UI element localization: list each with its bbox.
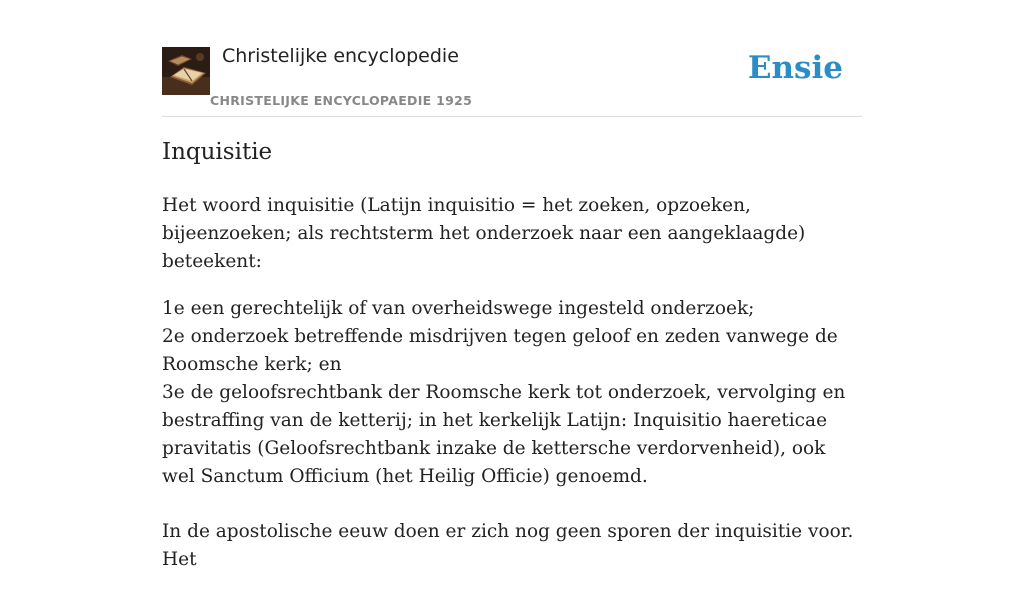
page-container [162, 0, 862, 570]
site-title-link[interactable]: Christelijke encyclopedie [222, 45, 459, 67]
ensie-logo-link[interactable]: Ensie [747, 50, 843, 86]
definition-item-1: 1e een gerechtelijk of van overheidswege ingesteld onderzoek; [162, 298, 755, 319]
article-paragraph: In de apostolische eeuw doen er zich nog geen sporen der inquisitie voor. Het [162, 521, 854, 570]
site-subtitle: CHRISTELIJKE ENCYCLOPAEDIE 1925 [210, 93, 473, 108]
article-title: Inquisitie [162, 139, 273, 165]
definition-item-2: 2e onderzoek betreffende misdrijven tegen geloof en zeden vanwege de Roomsche kerk; en [162, 326, 838, 375]
book-avatar-image [162, 47, 210, 95]
definition-item-3: 3e de geloofsrechtbank der Roomsche kerk tot onderzoek, vervolging en bestraffing van de ketterij; in het kerkelijk Latijn: Inquisitio haereticae pravitatis (Geloofsrechtbank inzake de kettersche verdorvenheid), ook wel Sanctum Officium (het Heilig Officie) genoemd. [162, 382, 846, 487]
site-header [162, 0, 862, 117]
article-body [162, 192, 862, 593]
book-avatar-icon[interactable] [162, 47, 210, 95]
article-intro: Het woord inquisitie (Latijn inquisitio = het zoeken, opzoeken, bijeenzoeken; als rechtsterm het onderzoek naar een aangeklaagde) beteekent: [162, 195, 806, 272]
